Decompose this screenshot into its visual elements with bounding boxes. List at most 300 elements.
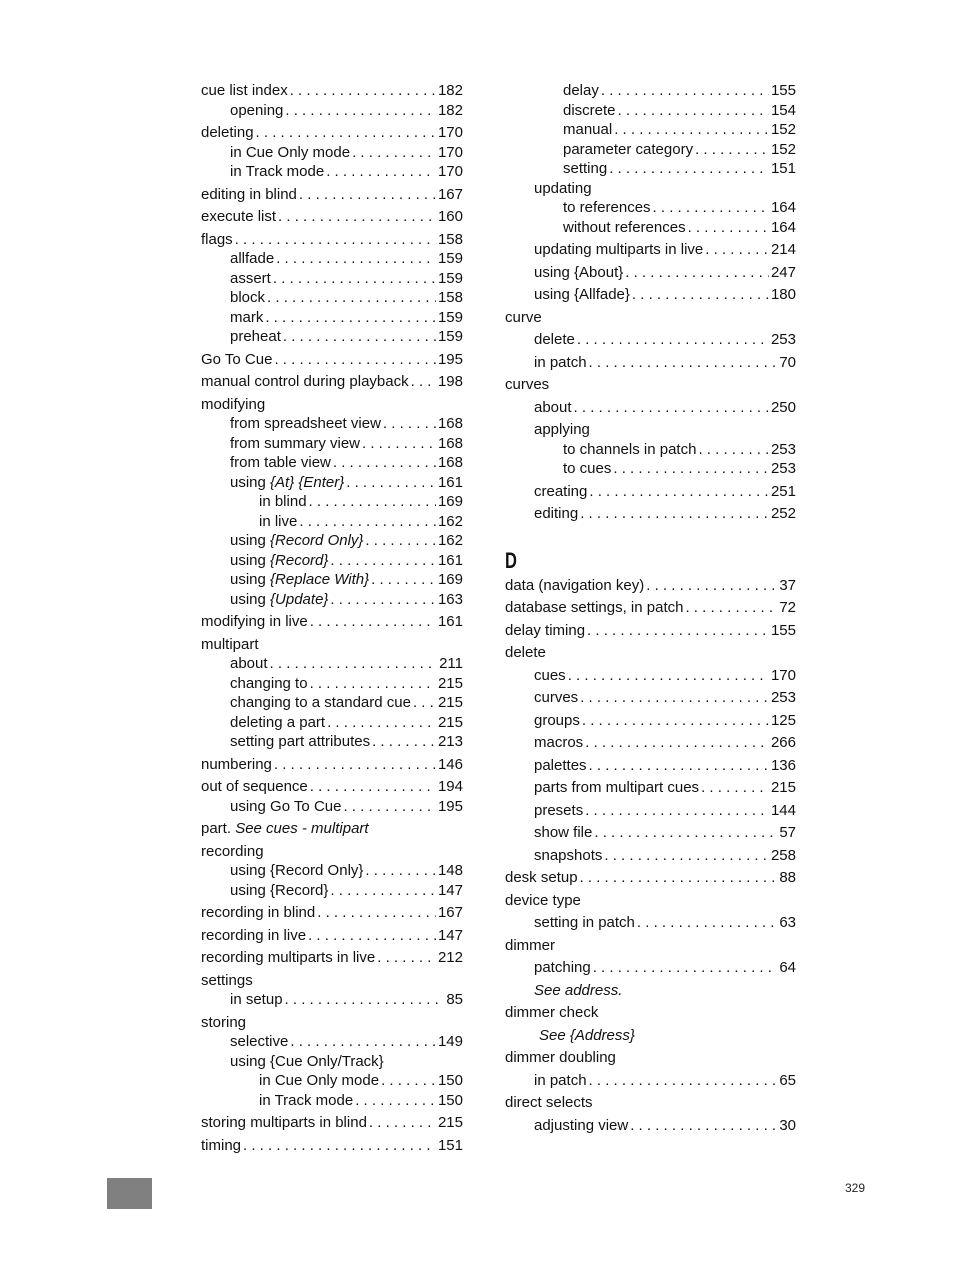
index-entry [201, 1136, 463, 1156]
index-term-part: discrete [563, 101, 616, 119]
index-term-part: in Track mode [230, 163, 325, 180]
dot-leader [256, 123, 436, 143]
index-entry [201, 395, 463, 415]
index-entry [505, 482, 796, 502]
page-reference: 72 [779, 599, 796, 616]
page-reference: 150 [437, 1091, 463, 1109]
index-entry [505, 120, 796, 140]
index-entry [201, 971, 463, 991]
dot-leader [243, 1136, 436, 1156]
index-term-part: manual control during playback [201, 373, 409, 390]
index-group-continued [505, 81, 796, 524]
dot-leader [369, 1113, 436, 1133]
index-entry [505, 263, 796, 283]
dot-leader [309, 492, 436, 512]
page-reference: 247 [770, 263, 796, 281]
index-entry [201, 842, 463, 862]
page-reference: 155 [770, 621, 796, 639]
page-reference: 155 [770, 82, 796, 99]
index-term-part: without references [563, 218, 686, 236]
index-entry [201, 1071, 463, 1091]
page-reference: 215 [437, 694, 463, 711]
dot-leader [574, 398, 769, 418]
index-term-part: palettes [534, 756, 587, 774]
index-term-part: editing in blind [201, 185, 297, 203]
dot-leader [274, 755, 436, 775]
index-entry [505, 375, 796, 395]
index-entry [505, 868, 796, 888]
page-reference: 195 [437, 350, 463, 368]
dot-leader [585, 733, 769, 753]
page-reference: 154 [770, 101, 796, 119]
index-term [505, 643, 546, 663]
index-term-part: applying [534, 421, 590, 438]
dot-leader [632, 285, 769, 305]
index-column-left [201, 81, 463, 1155]
page-reference: 146 [437, 755, 463, 773]
page-reference: 215 [437, 1114, 463, 1131]
index-entry [505, 81, 796, 101]
index-entry [505, 504, 796, 524]
page-reference: 253 [770, 689, 796, 706]
index-term-part: execute list [201, 208, 277, 225]
page-reference: 85 [446, 991, 463, 1008]
index-entry [505, 198, 796, 218]
section-letter-heading: D [505, 547, 517, 573]
dot-leader [276, 249, 436, 269]
index-term [534, 666, 566, 686]
index-entry [505, 801, 796, 821]
dot-leader [310, 612, 436, 632]
index-entry [201, 903, 463, 923]
dot-leader [310, 777, 436, 797]
page-reference: 163 [437, 590, 463, 608]
index-term [230, 473, 344, 493]
index-term [230, 269, 271, 289]
dot-leader [589, 482, 769, 502]
index-term [259, 1091, 353, 1111]
page-reference: 144 [770, 801, 796, 819]
index-term [563, 198, 651, 218]
index-term-part: assert [230, 269, 271, 287]
index-term-part: numbering [201, 755, 272, 773]
index-term-part: delete [534, 331, 575, 348]
index-term-part: cue list index [201, 82, 288, 99]
index-term-part: preheat [230, 328, 281, 345]
index-term [534, 688, 578, 708]
page-reference: 159 [437, 308, 463, 326]
index-term [201, 842, 264, 862]
page-reference: 212 [437, 949, 463, 966]
index-entry [505, 353, 796, 373]
index-term [534, 482, 587, 502]
index-entry [201, 288, 463, 308]
index-term-part: dimmer [505, 936, 556, 954]
index-term [534, 711, 580, 731]
dot-leader [637, 913, 777, 933]
dot-leader [695, 140, 769, 160]
index-term-part: cues [534, 666, 566, 684]
index-term [201, 372, 409, 392]
page-reference: 150 [437, 1072, 463, 1089]
page-reference: 151 [437, 1136, 463, 1154]
index-entry [201, 612, 463, 632]
dot-leader [377, 948, 436, 968]
index-entry [201, 1052, 463, 1072]
index-term [230, 1052, 384, 1072]
page-reference: 161 [437, 613, 463, 630]
index-term-part: using [230, 551, 271, 569]
index-term [534, 330, 575, 350]
index-entry [505, 218, 796, 238]
page-reference: 57 [779, 824, 796, 841]
index-term-part: snapshots [534, 846, 603, 864]
page-reference: 88 [779, 869, 796, 886]
index-term-part: using {About} [534, 263, 624, 281]
index-term-part: storing [201, 1013, 247, 1031]
dot-leader [685, 598, 777, 618]
index-entry [201, 414, 463, 434]
dot-leader [235, 230, 436, 250]
index-column-right [505, 81, 796, 1135]
index-term [534, 981, 622, 1001]
dot-leader [594, 823, 777, 843]
index-term [230, 308, 263, 328]
index-term [534, 733, 583, 753]
index-term-part: desk setup [505, 869, 578, 886]
index-entry [201, 492, 463, 512]
index-term [201, 777, 308, 797]
index-entry [505, 711, 796, 731]
index-term [201, 185, 297, 205]
index-entry [505, 688, 796, 708]
dot-leader [346, 473, 436, 493]
dot-leader [299, 512, 436, 532]
index-term-part: from summary view [230, 434, 361, 452]
index-term [534, 1116, 628, 1136]
index-entry [201, 1013, 463, 1033]
index-term-part: database settings, in patch [505, 599, 684, 616]
index-term [201, 948, 375, 968]
index-entry [505, 179, 796, 199]
index-term [201, 350, 272, 370]
dot-leader [653, 198, 769, 218]
index-term-part: in patch [534, 353, 587, 371]
index-entry [505, 285, 796, 305]
index-term-part: opening [230, 101, 284, 119]
index-term-part: using {Record} [230, 881, 329, 899]
index-term [563, 218, 686, 238]
index-term-part: show file [534, 824, 593, 841]
index-entry [201, 654, 463, 674]
page-reference: 168 [437, 415, 463, 432]
dot-leader [362, 434, 436, 454]
index-term-part: in setup [230, 991, 283, 1008]
index-term-part: dimmer check [505, 1004, 599, 1021]
index-entry [505, 621, 796, 641]
page-reference: 30 [779, 1116, 796, 1134]
index-term [201, 819, 369, 839]
index-entry [505, 981, 796, 1001]
page-reference: 180 [770, 286, 796, 303]
index-term-part: in patch [534, 1071, 587, 1089]
dot-leader [330, 881, 436, 901]
page-reference: 70 [779, 353, 796, 371]
index-term-part: creating [534, 482, 588, 500]
index-term [230, 551, 328, 571]
index-term [201, 395, 265, 415]
index-term [230, 713, 325, 733]
index-entry [201, 101, 463, 121]
page-reference: 195 [437, 797, 463, 815]
index-term [201, 755, 272, 775]
index-term [259, 1071, 379, 1091]
page-reference: 125 [770, 711, 796, 729]
index-entry [505, 756, 796, 776]
page-reference: 159 [437, 269, 463, 287]
index-term-part: See {Address} [539, 1026, 635, 1044]
index-term-part: See cues - multipart [235, 820, 369, 837]
index-term-part: to cues [563, 460, 612, 477]
index-term-part: Go To Cue [201, 350, 273, 368]
page-reference: 182 [437, 82, 463, 99]
index-term-part: recording multiparts in live [201, 949, 376, 966]
dot-leader [299, 185, 436, 205]
index-term-part: in Cue Only mode [230, 143, 351, 161]
index-term [201, 1113, 367, 1133]
index-entry [505, 398, 796, 418]
dot-leader [283, 327, 436, 347]
index-term-part: out of sequence [201, 778, 308, 795]
index-entry [201, 81, 463, 101]
page-reference: 65 [779, 1071, 796, 1089]
index-term [534, 179, 592, 199]
index-term-part: setting in patch [534, 914, 635, 931]
index-term [534, 398, 572, 418]
index-term-part: using {Record Only} [230, 862, 364, 879]
page-reference: 214 [770, 241, 796, 258]
page-reference: 251 [770, 482, 796, 500]
index-entry [201, 1113, 463, 1133]
index-entry [201, 861, 463, 881]
dot-leader [411, 372, 436, 392]
index-term-part: See address. [534, 981, 623, 999]
page-reference: 136 [770, 756, 796, 774]
index-term-part: patching [534, 959, 591, 976]
index-entry [201, 732, 463, 752]
page-reference: 161 [437, 473, 463, 491]
index-term [201, 926, 306, 946]
index-term [259, 512, 297, 532]
index-term-part: delay timing [505, 621, 586, 639]
index-entry [505, 240, 796, 260]
footer-tab-marker [107, 1178, 152, 1209]
dot-leader [308, 926, 436, 946]
index-term [230, 531, 363, 551]
dot-leader [688, 218, 769, 238]
dot-leader [604, 846, 769, 866]
index-entry [505, 1116, 796, 1136]
index-entry [505, 1093, 796, 1113]
dot-leader [372, 732, 436, 752]
index-term-part: from spreadsheet view [230, 415, 381, 432]
page-reference: 64 [779, 959, 796, 976]
page-reference: 162 [437, 512, 463, 530]
index-entry [201, 948, 463, 968]
index-entry [505, 778, 796, 798]
index-entry [505, 576, 796, 596]
page-reference: 211 [439, 655, 463, 672]
page-reference: 168 [437, 454, 463, 471]
index-term-part: using {Cue Only/Track} [230, 1052, 384, 1070]
dot-leader [267, 288, 436, 308]
index-term-part: settings [201, 971, 253, 989]
index-term [534, 240, 703, 260]
index-group-d [505, 576, 796, 1136]
page-reference: 215 [770, 779, 796, 796]
index-term [201, 612, 308, 632]
index-term [230, 570, 369, 590]
index-term-part: recording in live [201, 926, 307, 944]
index-term-part: macros [534, 734, 584, 751]
dot-leader [587, 621, 769, 641]
index-entry [505, 1003, 796, 1023]
index-term-part: changing to [230, 674, 308, 692]
index-term-part: using Go To Cue [230, 797, 342, 815]
index-term [230, 327, 281, 347]
index-term [505, 375, 549, 395]
index-term-part: groups [534, 711, 580, 729]
dot-leader [355, 1091, 436, 1111]
index-term-part: {Record} [270, 551, 329, 569]
index-term [505, 308, 542, 328]
index-entry [201, 1091, 463, 1111]
index-term [230, 590, 328, 610]
dot-leader [383, 414, 436, 434]
index-term-part: about [534, 398, 572, 416]
index-term-part: timing [201, 1136, 242, 1154]
dot-leader [585, 801, 769, 821]
page-reference: 194 [437, 778, 463, 795]
dot-leader [278, 207, 436, 227]
dot-leader [310, 674, 436, 694]
dot-leader [613, 459, 769, 479]
index-entry [201, 207, 463, 227]
index-term [534, 846, 602, 866]
index-term-part: parts from multipart cues [534, 779, 700, 796]
index-term-part: from table view [230, 454, 331, 471]
index-term [201, 207, 276, 227]
page-reference: 158 [437, 230, 463, 248]
dot-leader [270, 654, 438, 674]
dot-leader [589, 353, 778, 373]
index-term [505, 868, 578, 888]
index-term-part: changing to a standard cue [230, 694, 411, 711]
index-entry [505, 936, 796, 956]
index-entry [505, 733, 796, 753]
index-term [505, 621, 585, 641]
index-term [534, 420, 590, 440]
index-term-part: using [230, 571, 271, 588]
index-term-part: in Track mode [259, 1091, 354, 1109]
index-term [230, 881, 328, 901]
index-term [563, 81, 599, 101]
index-entry [505, 846, 796, 866]
index-term [534, 1071, 587, 1091]
index-term-part: editing [534, 505, 579, 522]
index-entry [201, 531, 463, 551]
index-term-part: allfade [230, 250, 275, 267]
dot-leader [333, 453, 436, 473]
index-term [230, 288, 265, 308]
page-reference: 215 [437, 713, 463, 731]
page-reference: 148 [437, 862, 463, 879]
index-term [534, 353, 587, 373]
dot-leader [317, 903, 436, 923]
index-term-part: updating multiparts in live [534, 241, 704, 258]
index-term [230, 414, 381, 434]
page-reference: 159 [437, 328, 463, 345]
index-term [201, 635, 259, 655]
index-entry [505, 159, 796, 179]
dot-leader [327, 713, 436, 733]
index-term-part: part. [201, 820, 236, 837]
index-term-part: multipart [201, 635, 259, 653]
index-term-part: manual [563, 121, 613, 138]
dot-leader [290, 1032, 436, 1052]
index-term [534, 778, 699, 798]
index-term [534, 756, 587, 776]
index-term [563, 140, 693, 160]
index-term-part: parameter category [563, 140, 694, 158]
dot-leader [580, 688, 769, 708]
index-entry [201, 434, 463, 454]
page-reference: 215 [437, 674, 463, 692]
index-entry [505, 666, 796, 686]
index-term-part: curves [505, 376, 550, 393]
page-reference: 37 [779, 576, 796, 594]
page-reference: 253 [770, 460, 796, 477]
dot-leader [618, 101, 769, 121]
index-entry [201, 143, 463, 163]
dot-leader [352, 143, 436, 163]
dot-leader [568, 666, 769, 686]
dot-leader [580, 504, 769, 524]
page-reference: 168 [437, 434, 463, 452]
dot-leader [582, 711, 769, 731]
page-reference: 162 [437, 532, 463, 549]
index-term [563, 440, 696, 460]
dot-leader [646, 576, 777, 596]
index-entry [201, 269, 463, 289]
page-reference: 250 [770, 398, 796, 416]
index-term [563, 101, 616, 121]
dot-leader [343, 797, 436, 817]
index-term-part: storing multiparts in blind [201, 1114, 367, 1131]
index-term [230, 249, 274, 269]
index-term [563, 120, 612, 140]
index-term [505, 598, 683, 618]
index-entry [201, 1032, 463, 1052]
index-entry [201, 570, 463, 590]
page-reference: 169 [437, 571, 463, 588]
index-entry [201, 185, 463, 205]
dot-leader [580, 868, 778, 888]
index-entry [201, 777, 463, 797]
page-reference: 152 [770, 140, 796, 158]
index-entry [505, 440, 796, 460]
index-term-part: in blind [259, 493, 307, 510]
